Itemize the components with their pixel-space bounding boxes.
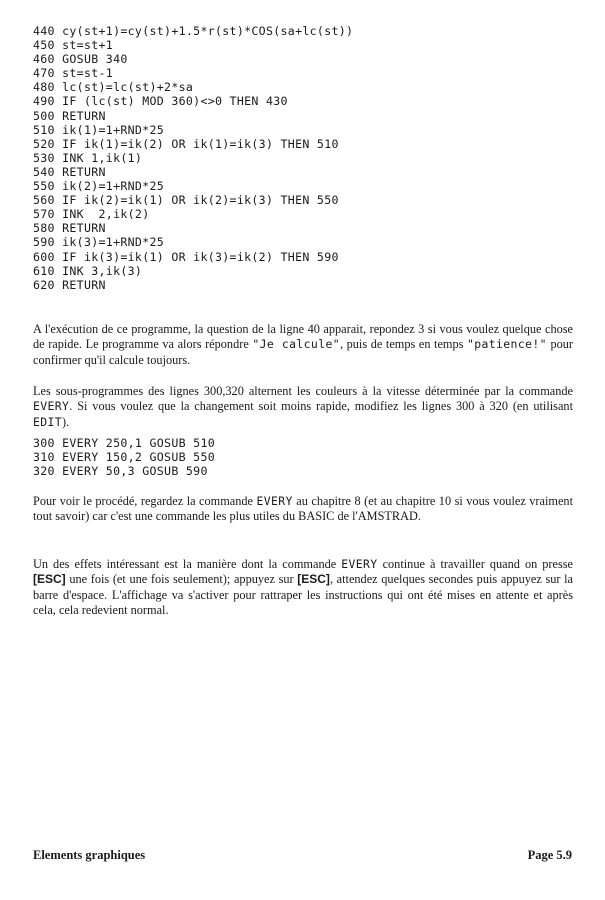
code-line: 620 RETURN — [33, 277, 106, 292]
text-run: ). — [62, 414, 70, 429]
paragraph-effects — [33, 557, 573, 619]
code-line: 550 ik(2)=1+RND*25 — [33, 179, 165, 194]
code-line: 540 RETURN — [33, 164, 106, 179]
footer-page-number: Page 5.9 — [527, 848, 572, 862]
text-run: une fois (et une fois seulement); appuyez sur — [65, 572, 298, 587]
key-label: [ESC] — [297, 572, 330, 587]
code-line: 510 ik(1)=1+RND*25 — [33, 122, 165, 137]
paragraph-execution — [33, 322, 573, 368]
code-line: 610 INK 3,ik(3) — [33, 263, 143, 278]
code-inline: EDIT — [33, 414, 63, 429]
code-line: 320 EVERY 50,3 GOSUB 590 — [33, 464, 208, 479]
code-inline: EVERY — [256, 494, 293, 508]
code-line: 520 IF ik(1)=ik(2) OR ik(1)=ik(3) THEN 510 — [33, 136, 339, 151]
text-run: A l'exécution de ce programme, la question de la ligne 40 apparait, repondez 3 si vous voulez quelque chose de rapide. Le programme va alors répondre — [33, 322, 573, 352]
code-inline: "patience!" — [467, 337, 547, 352]
code-line: 310 EVERY 150,2 GOSUB 550 — [33, 450, 216, 465]
paragraph-procedure — [33, 494, 573, 525]
code-line: 490 IF (lc(st) MOD 360)<>0 THEN 430 — [33, 94, 288, 109]
text-run: continue à travailler quand on presse — [377, 557, 574, 571]
code-line: 470 st=st-1 — [33, 66, 114, 81]
code-line: 460 GOSUB 340 — [33, 52, 128, 67]
code-inline: EVERY — [33, 399, 70, 414]
code-line: 440 cy(st+1)=cy(st)+1.5*r(st)*COS(sa+lc(st)) — [33, 24, 354, 38]
code-line: 300 EVERY 250,1 GOSUB 510 — [33, 436, 216, 450]
text-run: au chapitre 8 (et au chapitre 10 si vous voulez vraiment tout savoir) car c'est une commande les plus utiles du BASIC de l'AMSTRAD. — [33, 494, 573, 524]
code-line: 600 IF ik(3)=ik(1) OR ik(3)=ik(2) THEN 590 — [33, 249, 339, 264]
code-inline: "Je calcule" — [252, 337, 340, 352]
code-inline: EVERY — [341, 557, 378, 571]
code-line: 500 RETURN — [33, 108, 106, 123]
paragraph-subroutines — [33, 384, 573, 430]
text-run: . Si vous voulez que la changement soit moins rapide, modifiez les lignes 300 à 320 (en utilisant — [69, 399, 573, 414]
code-line: 480 lc(st)=lc(st)+2*sa — [33, 80, 194, 95]
text-run: , attendez quelques secondes puis appuyez sur la barre d'espace. L'affichage va s'activer pour rattraper les instructions qui ont été mises en attente et après cela, cela redevient normal. — [33, 572, 573, 618]
code-listing-1 — [33, 24, 353, 292]
code-line: 450 st=st+1 — [33, 38, 114, 53]
code-line: 560 IF ik(2)=ik(1) OR ik(2)=ik(3) THEN 550 — [33, 193, 339, 208]
footer-section-title: Elements graphiques — [33, 848, 146, 862]
text-run: Les sous-programmes des lignes 300,320 alternent les couleurs à la vitesse déterminée par la commande — [33, 384, 573, 398]
code-line: 590 ik(3)=1+RND*25 — [33, 235, 165, 250]
text-run: pour confirmer qu'il calcule toujours. — [33, 337, 573, 367]
code-line: 530 INK 1,ik(1) — [33, 150, 143, 165]
key-label: [ESC] — [33, 572, 66, 587]
code-line: 570 INK 2,ik(2) — [33, 207, 150, 222]
text-run: Pour voir le procédé, regardez la commande — [33, 494, 257, 508]
code-listing-2 — [33, 436, 215, 478]
code-line: 580 RETURN — [33, 221, 106, 236]
text-run: Un des effets intéressant est la manière dont la commande — [33, 557, 342, 571]
text-run: , puis de temps en temps — [339, 337, 468, 352]
